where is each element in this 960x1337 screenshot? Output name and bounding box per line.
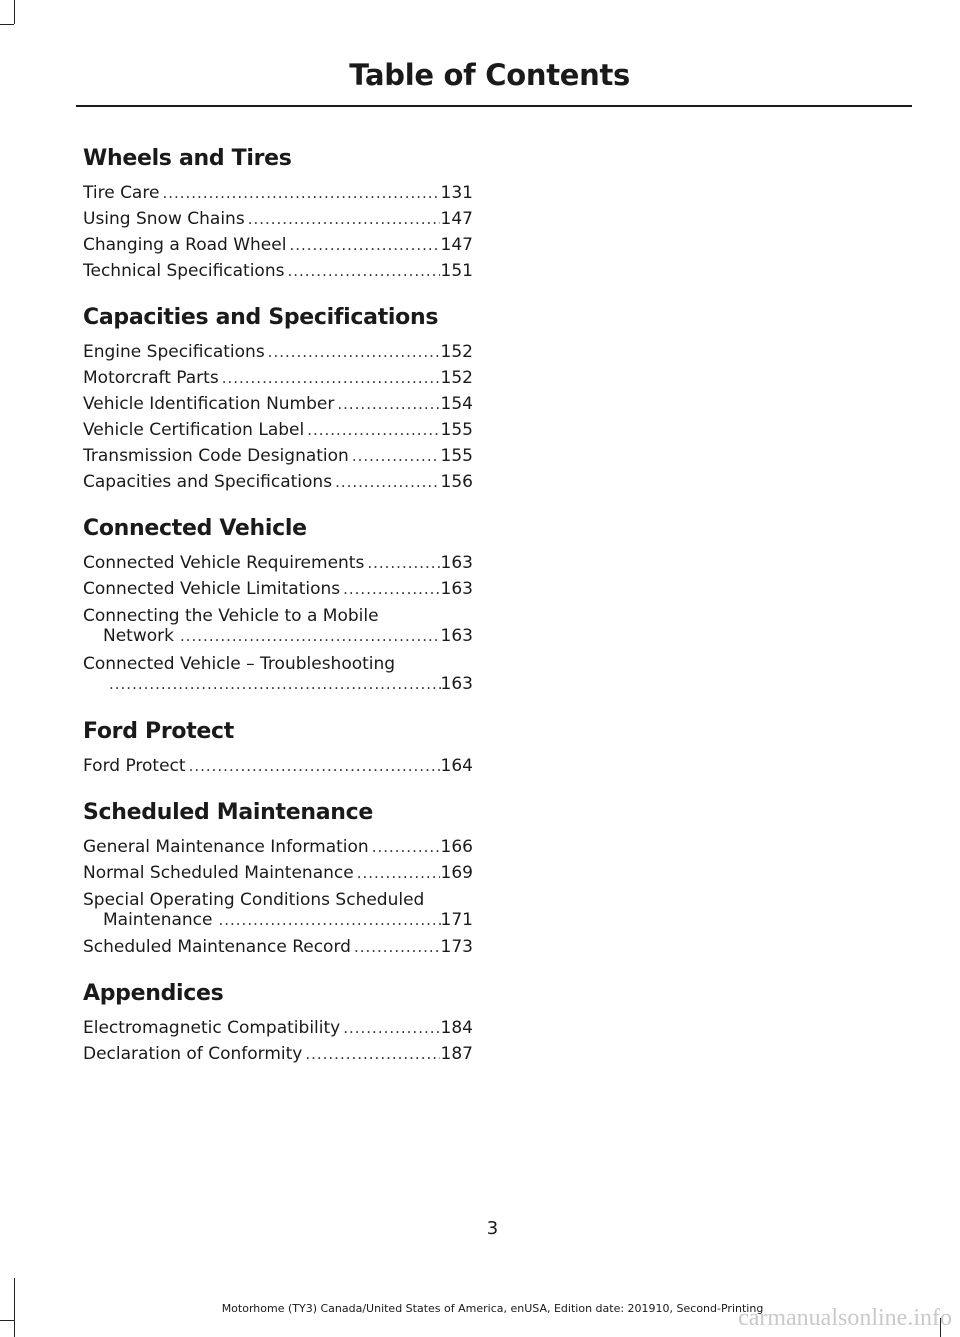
toc-entry[interactable] [83,753,473,779]
toc-entry[interactable] [83,339,473,365]
toc-entry-page: 155 [440,420,473,440]
toc-entry[interactable] [83,860,473,886]
toc-entry-label: Connected Vehicle Requirements [83,553,365,573]
dot-leader [307,417,439,443]
section-title: Capacities and Specifications [83,305,439,330]
toc-entry[interactable] [83,602,473,650]
toc-entry-label: Normal Scheduled Maintenance [83,863,354,883]
document-footer: Motorhome (TY3) Canada/United States of America, enUSA, Edition date: 201910, Second-Printing [221,1302,764,1315]
dot-leader [354,934,440,960]
toc-entry-page: 166 [440,837,473,857]
toc-entry-label: Special Operating Conditions Scheduled [83,890,425,910]
page-number: 3 [486,1218,499,1239]
toc-entry-page: 147 [440,209,473,229]
toc-entry-label: Using Snow Chains [83,209,245,229]
toc-entry[interactable] [83,391,473,417]
section-title: Wheels and Tires [83,146,292,171]
toc-section [83,305,473,495]
toc-entry-label: General Maintenance Information [83,837,369,857]
toc-entry-label-continued: Maintenance [103,910,213,930]
toc-section [83,516,473,698]
toc-entry-label: Transmission Code Designation [83,446,349,466]
table-of-contents [83,146,473,1088]
toc-entry-page: 184 [440,1018,473,1038]
toc-entry-label: Electromagnetic Compatibility [83,1018,341,1038]
toc-entry-label: Motorcraft Parts [83,368,219,388]
toc-entry-label: Changing a Road Wheel [83,235,287,255]
toc-entry-label: Vehicle Identification Number [83,394,335,414]
section-title: Connected Vehicle [83,516,307,541]
toc-entry-page: 155 [440,446,473,466]
dot-leader [109,674,441,694]
toc-entry[interactable] [83,576,473,602]
toc-entry-label-continued: Network [103,626,174,646]
watermark-logo: carmanualsonline.info [738,1305,952,1331]
dot-leader [162,180,439,206]
dot-leader [305,1041,439,1067]
toc-entry-page: 151 [440,261,473,281]
dot-leader [222,365,440,391]
dot-leader [367,550,439,576]
toc-entry[interactable] [83,886,473,934]
toc-section [83,719,473,779]
toc-entry[interactable] [83,550,473,576]
section-title: Ford Protect [83,719,234,744]
dot-leader [343,576,439,602]
crop-mark-bottom-left-h [0,1320,14,1321]
dot-leader [180,626,441,646]
toc-entry[interactable] [83,834,473,860]
toc-entry-page: 173 [440,937,473,957]
toc-entry[interactable] [83,206,473,232]
toc-entry-page: 147 [440,235,473,255]
toc-entry-page: 152 [440,342,473,362]
crop-mark-top-left-v [14,0,15,24]
toc-entry-page: 163 [440,626,473,646]
toc-entry[interactable] [83,469,473,495]
section-title: Appendices [83,981,224,1006]
crop-mark-top-left-h [0,24,14,25]
toc-entry-label: Engine Specifications [83,342,265,362]
toc-section [83,146,473,284]
toc-entry-page: 152 [440,368,473,388]
toc-entry[interactable] [83,232,473,258]
toc-entry[interactable] [83,1041,473,1067]
toc-entry-page: 169 [440,863,473,883]
dot-leader [372,834,440,860]
dot-leader [352,443,440,469]
toc-entry-label: Connected Vehicle – Troubleshooting [83,654,396,674]
toc-entry[interactable] [83,443,473,469]
toc-entry-label: Technical Specifications [83,261,285,281]
page-header-title: Table of Contents [349,58,630,92]
dot-leader [289,232,439,258]
dot-leader [357,860,440,886]
dot-leader [248,206,440,232]
toc-entry-label: Scheduled Maintenance Record [83,937,351,957]
header-rule [76,105,912,107]
toc-entry-page: 171 [440,910,473,930]
toc-entry-page: 131 [440,183,473,203]
toc-entry[interactable] [83,1015,473,1041]
toc-entry-page: 164 [440,756,473,776]
dot-leader [268,339,440,365]
dot-leader [218,910,440,930]
toc-entry[interactable] [83,365,473,391]
toc-entry[interactable] [83,180,473,206]
toc-entry-page: 163 [440,674,473,694]
toc-entry-label: Connected Vehicle Limitations [83,579,341,599]
toc-entry[interactable] [83,258,473,284]
dot-leader [335,469,439,495]
dot-leader [343,1015,439,1041]
toc-entry-label: Vehicle Certification Label [83,420,305,440]
dot-leader [287,258,439,284]
toc-entry-page: 187 [440,1044,473,1064]
toc-entry-label: Declaration of Conformity [83,1044,303,1064]
toc-section [83,981,473,1067]
toc-entry-label: Capacities and Specifications [83,472,333,492]
toc-entry-label: Ford Protect [83,756,186,776]
toc-entry-page: 154 [440,394,473,414]
toc-section [83,800,473,960]
section-title: Scheduled Maintenance [83,800,373,825]
dot-leader [337,391,439,417]
toc-entry[interactable] [83,650,473,698]
toc-entry-page: 163 [440,579,473,599]
toc-entry-label: Tire Care [83,183,160,203]
dot-leader [189,753,440,779]
toc-entry-page: 156 [440,472,473,492]
toc-entry-label: Connecting the Vehicle to a Mobile [83,606,379,626]
toc-entry[interactable] [83,417,473,443]
toc-entry-page: 163 [440,553,473,573]
toc-entry[interactable] [83,934,473,960]
